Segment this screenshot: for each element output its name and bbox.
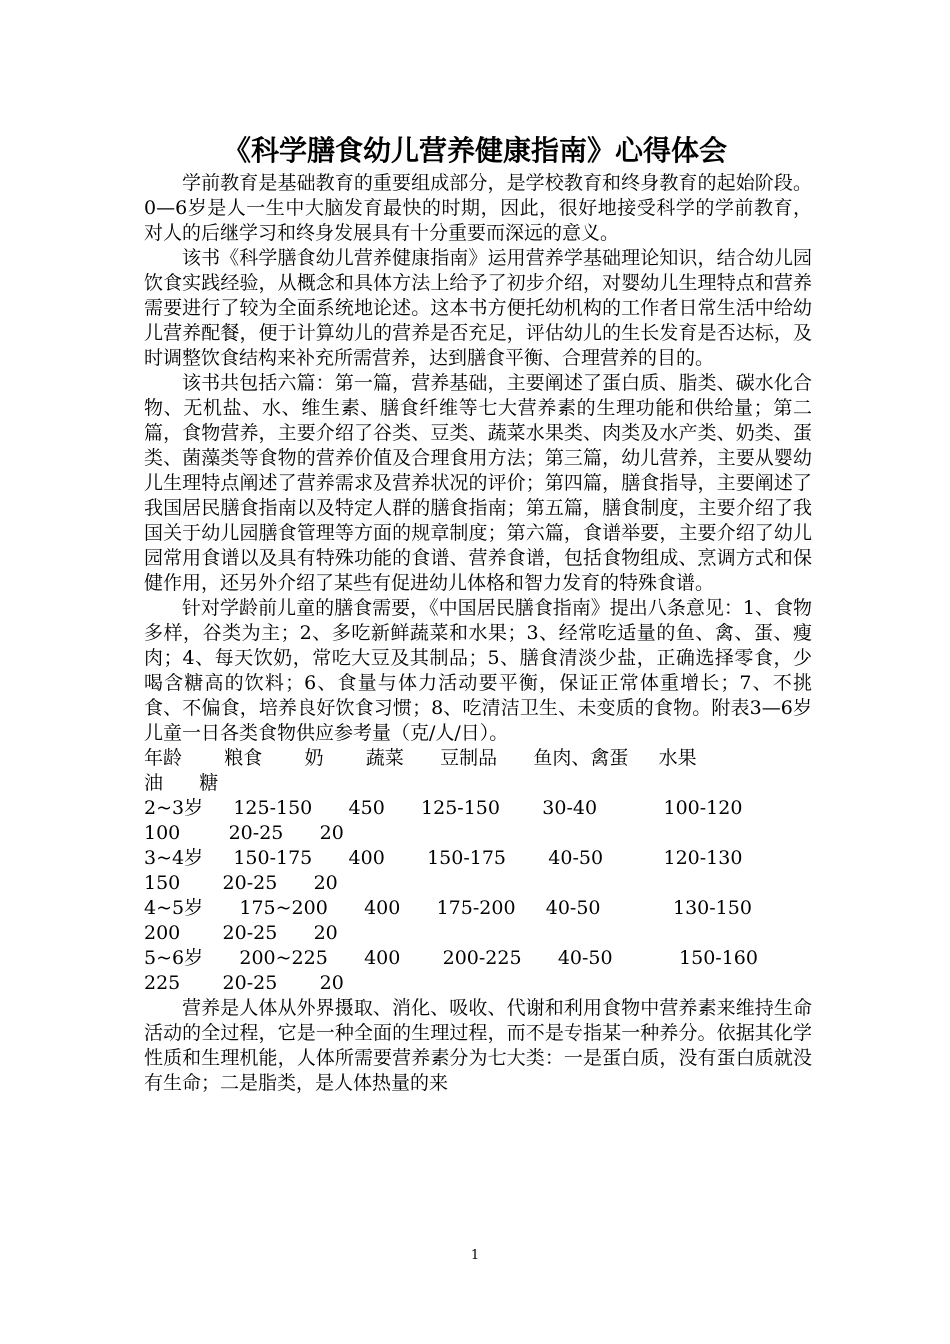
table-header-fish-meat-egg: 鱼肉、禽蛋 [533,747,629,769]
table-header-vegetable: 蔬菜 [365,747,404,769]
table-cell: 125-150 [421,797,500,819]
table-cell: 20 [313,872,338,894]
table-cell: 150-175 [427,847,507,869]
table-cell: 40-50 [557,947,613,969]
table-cell: 2~3岁 [144,797,204,819]
table-cell: 450 [348,797,385,819]
table-cell: 175-200 [436,897,516,919]
table-cell: 20 [319,972,344,994]
table-cell: 20-25 [222,972,278,994]
table-header-oil: 油 [144,772,164,794]
table-row [144,946,812,996]
food-supply-table [144,746,812,996]
paragraph-intro: 学前教育是基础教育的重要组成部分，是学校教育和终身教育的起始阶段。0—6岁是人一生中大脑发育最快的时期，因此，很好地接受科学的学前教育，对人的后继学习和终身发展具有十分重要而深远的意义。 [144,172,812,244]
table-cell: 40-50 [545,897,601,919]
table-cell: 5~6岁 [144,947,204,969]
paragraph-dietary-guidelines: 针对学龄前儿童的膳食需要，《中国居民膳食指南》提出八条意见：1、食物多样，谷类为主；2、多吃新鲜蔬菜和水果；3、经常吃适量的鱼、禽、蛋、瘦肉；4、每天饮奶，常吃大豆及其制品；5、膳食清淡少盐，正确选择零食，少喝含糖高的饮料；6、食量与体力活动要平衡，保证正常体重增长；7、不挑食、不偏食，培养良好饮食习惯；8、吃清洁卫生、未变质的食物。附表3—6岁儿童一日各类食物供应参考量（克/人/日）。 [144,597,812,744]
paragraph-book-contents: 该书共包括六篇：第一篇，营养基础，主要阐述了蛋白质、脂类、碳水化合物、无机盐、水、维生素、膳食纤维等七大营养素的生理功能和供给量；第二篇，食物营养，主要介绍了谷类、豆类、蔬菜水果类、肉类及水产类、奶类、蛋类、菌藻类等食物的营养价值及合理食用方法；第三篇，幼儿营养，主要从婴幼儿生理特点阐述了营养需求及营养状况的评价；第四篇，膳食指导，主要阐述了我国居民膳食指南以及特定人群的膳食指南；第五篇，膳食制度，主要介绍了我国关于幼儿园膳食管理等方面的规章制度；第六篇，食谱举要，主要介绍了幼儿园常用食谱以及具有特殊功能的食谱、营养食谱，包括食物组成、烹调方式和保健作用，还另外介绍了某些有促进幼儿体格和智力发育的特殊食谱。 [144,372,812,594]
table-cell: 200-225 [442,947,522,969]
table-cell: 4~5岁 [144,897,204,919]
table-row [144,896,812,946]
table-cell: 100 [144,822,181,844]
table-cell: 100-120 [663,797,743,819]
table-cell: 125-150 [233,797,313,819]
table-cell: 20 [319,822,344,844]
table-cell: 150-160 [679,947,758,969]
table-cell: 20-25 [228,822,284,844]
table-cell: 200~225 [239,947,328,969]
table-cell: 20 [313,922,338,944]
table-cell: 40-50 [548,847,604,869]
table-cell: 130-150 [673,897,752,919]
table-header-row [144,746,812,796]
table-cell: 225 [144,972,181,994]
table-cell: 150 [144,872,181,894]
page-number: 1 [470,1248,480,1263]
table-cell: 30-40 [542,797,598,819]
table-header-milk: 奶 [304,747,324,769]
table-header-soy: 豆制品 [440,747,498,769]
table-cell: 400 [348,847,385,869]
document-title: 《科学膳食幼儿营养健康指南》心得体会 [222,134,727,167]
table-cell: 400 [364,947,401,969]
table-header-sugar: 糖 [199,772,219,794]
document-body [144,171,812,1096]
table-cell: 150-175 [233,847,313,869]
table-cell: 400 [364,897,401,919]
table-header-age: 年龄 [144,747,183,769]
table-cell: 120-130 [663,847,743,869]
table-header-fruit: 水果 [658,747,697,769]
table-row [144,846,812,896]
table-row [144,796,812,846]
table-cell: 175~200 [239,897,328,919]
paragraph-nutrition-definition: 营养是人体从外界摄取、消化、吸收、代谢和利用食物中营养素来维持生命活动的全过程，它是一种全面的生理过程，而不是专指某一种养分。依据其化学性质和生理机能，人体所需要营养素分为七大类：一是蛋白质，没有蛋白质就没有生命；二是脂类，是人体热量的来 [144,997,812,1094]
table-cell: 20-25 [222,922,278,944]
table-cell: 20-25 [222,872,278,894]
table-cell: 3~4岁 [144,847,204,869]
paragraph-book-overview: 该书《科学膳食幼儿营养健康指南》运用营养学基础理论知识，结合幼儿园饮食实践经验，从概念和具体方法上给予了初步介绍，对婴幼儿生理特点和营养需要进行了较为全面系统地论述。这本书方便托幼机构的工作者日常生活中给幼儿营养配餐，便于计算幼儿的营养是否充足，评估幼儿的生长发育是否达标，及时调整饮食结构来补充所需营养，达到膳食平衡、合理营养的目的。 [144,247,812,369]
table-header-grain: 粮食 [224,747,263,769]
table-cell: 200 [144,922,181,944]
